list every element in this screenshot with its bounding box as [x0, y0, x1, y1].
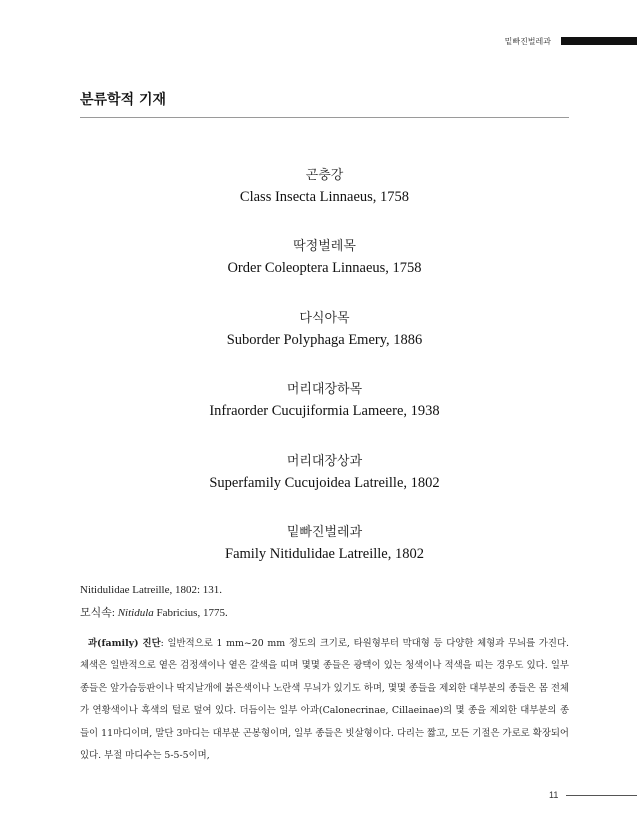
taxon-korean-name: 머리대장하목 — [286, 382, 363, 397]
taxon-scientific-name: Order Coleoptera Linnaeus, 1758 — [227, 260, 422, 276]
taxon-scientific-name: Infraorder Cucujiformia Lameere, 1938 — [209, 403, 440, 419]
footer-rule — [566, 795, 637, 796]
running-header-bar — [561, 37, 637, 45]
taxon-korean-name: 다식아목 — [299, 311, 350, 326]
running-header-label: 밑빠진벌레과 — [504, 37, 551, 46]
type-genus-name: Nitidula — [117, 607, 154, 619]
taxon-order — [80, 238, 569, 278]
diagnosis-text: : 일반적으로 1 mm~20 mm 정도의 크기로, 타원형부터 막대형 등 다양한 체형과 무늬를 가진다. 체색은 일반적으로 옅은 검정색이나 옅은 갈색을 띠며 몇몇 종들은 광택이 있는 청색이나 적색을 띠는 경우도 있다. 일부 종들은 앞가슴등판이나 딱지날개에 붉은색이나 노란색 무늬가 있기도 하며, 몇몇 종들을 제외한 대부분의 종들은 몸 전체가 연황색이나 흑색의 털로 덮여 있다. 더듬이는 일부 아과(Calonecrinae, Cillaeinae)의 몇 종을 제외한 대부분의 종들이 11마디이며, 말단 3마디는 대부분 곤봉형이며, 일부 종들은 빗살형이다. 다리는 짧고, 모든 기절은 가로로 확장되어 있다. 부절 마디수는 5-5-5이며, — [80, 638, 569, 762]
taxon-infraorder — [80, 381, 569, 421]
family-diagnosis-paragraph — [80, 633, 569, 767]
taxon-scientific-name: Suborder Polyphaga Emery, 1886 — [226, 332, 423, 348]
type-genus-line — [80, 604, 228, 620]
section-divider — [80, 117, 569, 118]
taxon-suborder — [80, 310, 569, 350]
type-genus-author: Fabricius, 1775. — [153, 607, 228, 619]
diagnosis-lead: 과(family) 진단 — [88, 638, 161, 649]
taxon-korean-name: 곤충강 — [305, 168, 344, 183]
page-number: 11 — [549, 790, 559, 800]
taxon-korean-name: 머리대장상과 — [286, 454, 363, 469]
taxon-superfamily — [80, 453, 569, 493]
taxon-scientific-name: Superfamily Cucujoidea Latreille, 1802 — [209, 475, 440, 491]
family-reference: Nitidulidae Latreille, 1802: 131. — [80, 584, 223, 596]
taxon-korean-name: 밑빠진벌레과 — [286, 525, 363, 540]
taxon-scientific-name: Class Insecta Linnaeus, 1758 — [239, 189, 410, 205]
type-genus-label: 모식속: — [80, 607, 118, 619]
taxon-family — [80, 524, 569, 564]
taxon-korean-name: 딱정벌레목 — [293, 239, 356, 254]
section-title: 분류학적 기재 — [80, 92, 167, 108]
taxon-scientific-name: Family Nitidulidae Latreille, 1802 — [225, 546, 424, 562]
taxon-class — [80, 167, 569, 207]
